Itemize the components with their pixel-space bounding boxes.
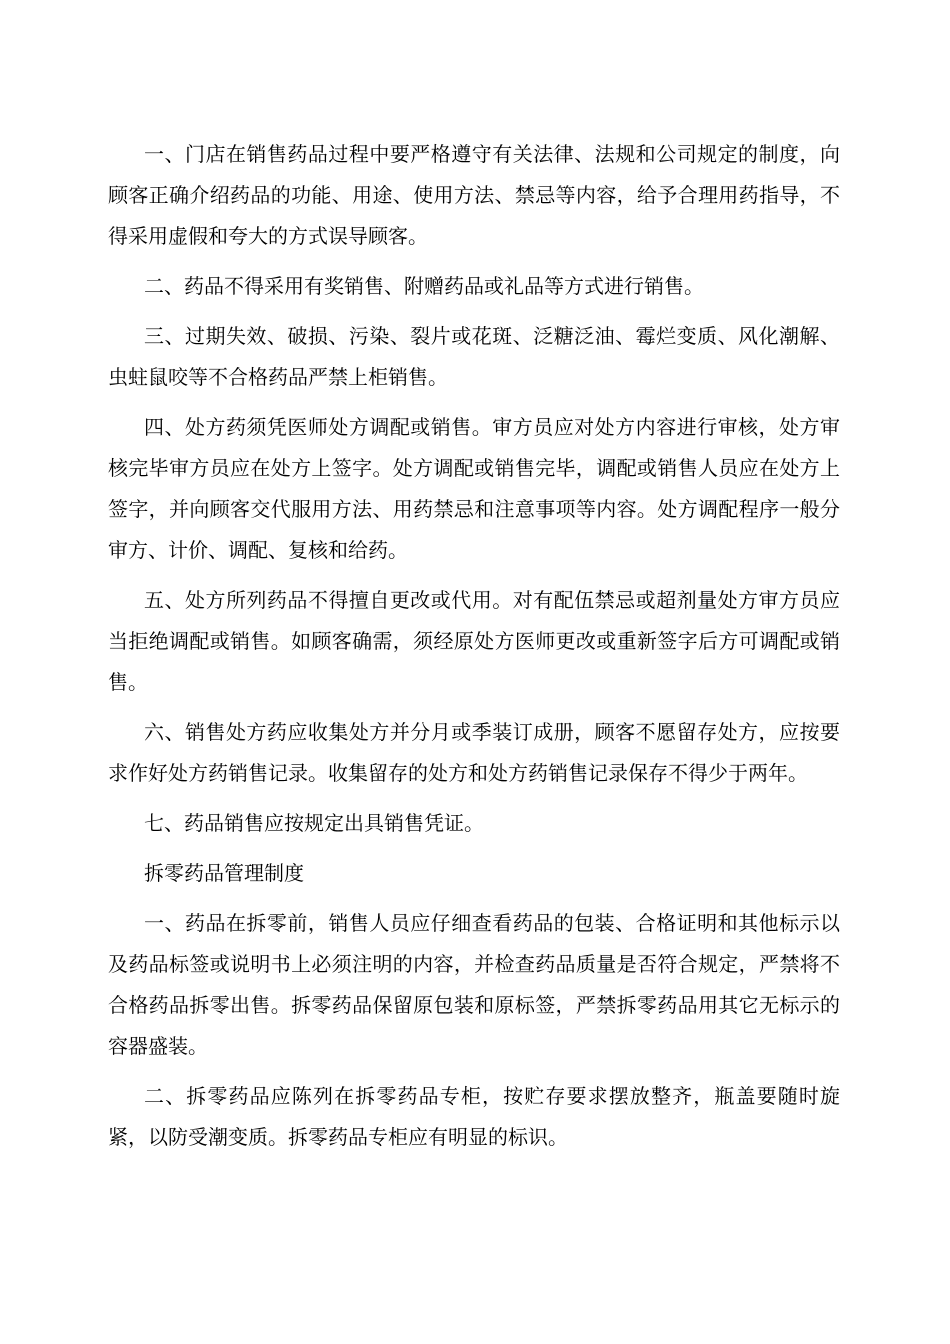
- paragraph-sales-rule-1: 一、门店在销售药品过程中要严格遵守有关法律、法规和公司规定的制度，向顾客正确介绍药品的功能、用途、使用方法、禁忌等内容，给予合理用药指导，不得采用虚假和夸大的方式误导顾客。: [108, 142, 840, 248]
- paragraph-split-rule-2: 二、拆零药品应陈列在拆零药品专柜，按贮存要求摆放整齐，瓶盖要随时旋紧，以防受潮变质。拆零药品专柜应有明显的标识。: [108, 1084, 840, 1149]
- paragraph-sales-rule-6: 六、销售处方药应收集处方并分月或季装订成册，顾客不愿留存处方，应按要求作好处方药销售记录。收集留存的处方和处方药销售记录保存不得少于两年。: [108, 720, 840, 785]
- paragraph-sales-rule-4: 四、处方药须凭医师处方调配或销售。审方员应对处方内容进行审核，处方审核完毕审方员应在处方上签字。处方调配或销售完毕，调配或销售人员应在处方上签字，并向顾客交代服用方法、用药禁忌和注意事项等内容。处方调配程序一般分审方、计价、调配、复核和给药。: [108, 415, 840, 562]
- paragraph-sales-rule-5: 五、处方所列药品不得擅自更改或代用。对有配伍禁忌或超剂量处方审方员应当拒绝调配或销售。如顾客确需，须经原处方医师更改或重新签字后方可调配或销售。: [108, 588, 840, 694]
- paragraph-sales-rule-2: 二、药品不得采用有奖销售、附赠药品或礼品等方式进行销售。: [144, 274, 704, 298]
- document-body: [108, 134, 840, 1167]
- paragraph-sales-rule-3: 三、过期失效、破损、污染、裂片或花斑、泛糖泛油、霉烂变质、风化潮解、虫蛀鼠咬等不合格药品严禁上柜销售。: [108, 324, 840, 389]
- section-heading-split-drugs: 拆零药品管理制度: [144, 861, 304, 885]
- paragraph-sales-rule-7: 七、药品销售应按规定出具销售凭证。: [144, 811, 484, 835]
- paragraph-split-rule-1: 一、药品在拆零前，销售人员应仔细查看药品的包装、合格证明和其他标示以及药品标签或说明书上必须注明的内容，并检查药品质量是否符合规定，严禁将不合格药品拆零出售。拆零药品保留原包装和原标签，严禁拆零药品用其它无标示的容器盛装。: [108, 911, 840, 1058]
